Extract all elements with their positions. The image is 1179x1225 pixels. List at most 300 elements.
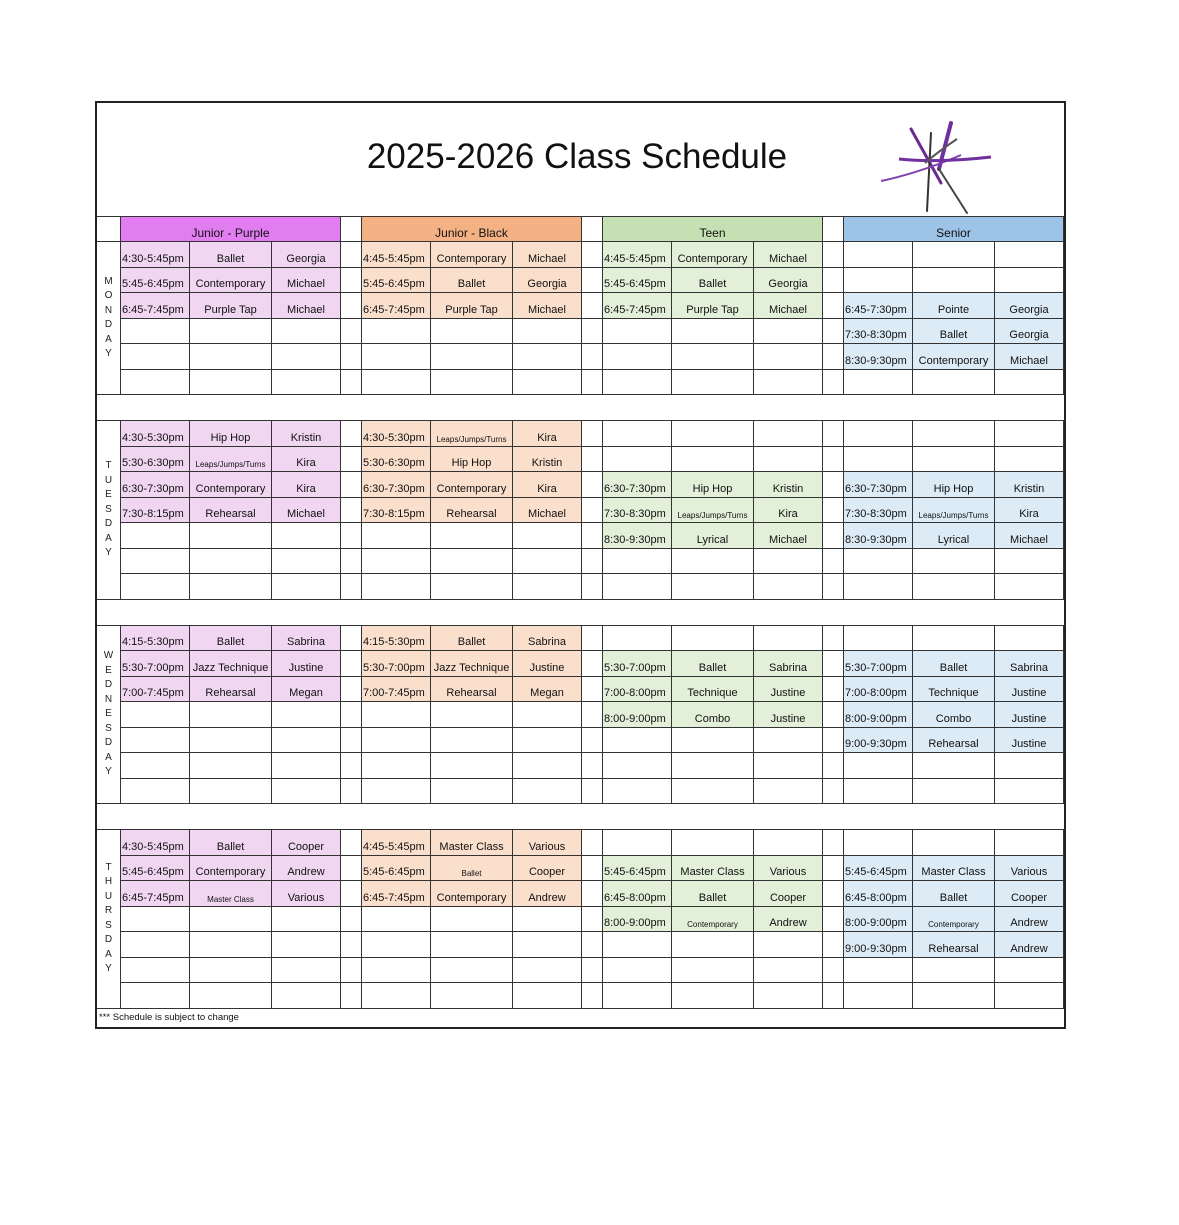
teacher-cell xyxy=(513,702,582,728)
teacher-cell: Kira xyxy=(272,472,341,498)
class-name-cell xyxy=(431,523,513,549)
day-letter: A xyxy=(105,751,112,763)
class-time-cell: 6:30-7:30pm xyxy=(844,472,913,498)
class-name-cell: Ballet xyxy=(190,830,272,856)
teacher-cell xyxy=(754,319,823,345)
group-gap-column xyxy=(341,319,362,345)
group-gap-column xyxy=(582,753,603,779)
class-name-cell: Contemporary xyxy=(190,472,272,498)
group-gap-column xyxy=(582,907,603,933)
class-time-cell: 4:15-5:30pm xyxy=(362,626,431,652)
teacher-cell: Cooper xyxy=(995,881,1064,907)
group-gap-column xyxy=(582,319,603,345)
teacher-cell: Michael xyxy=(754,523,823,549)
teacher-cell xyxy=(513,983,582,1009)
class-name-cell: Jazz Technique xyxy=(190,651,272,677)
class-name-cell: Contemporary xyxy=(913,344,995,370)
day-letter: S xyxy=(105,503,112,515)
class-time-cell: 6:45-8:00pm xyxy=(844,881,913,907)
class-time-cell xyxy=(121,779,190,805)
group-gap-column xyxy=(582,651,603,677)
class-name-cell: Contemporary xyxy=(431,242,513,268)
class-time-cell xyxy=(362,932,431,958)
class-time-cell: 6:30-7:30pm xyxy=(603,472,672,498)
class-name-cell: Technique xyxy=(913,677,995,703)
studio-logo xyxy=(879,111,999,216)
teacher-cell: Georgia xyxy=(754,268,823,294)
class-name-cell xyxy=(431,702,513,728)
teacher-cell xyxy=(995,370,1064,396)
class-time-cell xyxy=(121,370,190,396)
class-time-cell xyxy=(121,907,190,933)
teacher-cell: Justine xyxy=(272,651,341,677)
group-gap-column xyxy=(341,626,362,652)
class-time-cell xyxy=(362,728,431,754)
day-letter: N xyxy=(104,304,113,316)
class-name-cell: Leaps/Jumps/Turns xyxy=(431,421,513,447)
teacher-cell: Megan xyxy=(272,677,341,703)
group-gap-column xyxy=(341,856,362,882)
class-name-cell: Hip Hop xyxy=(190,421,272,447)
group-gap-column xyxy=(341,447,362,473)
teacher-cell xyxy=(995,447,1064,473)
class-time-cell xyxy=(844,370,913,396)
class-name-cell: Purple Tap xyxy=(672,293,754,319)
teacher-cell: Michael xyxy=(272,268,341,294)
class-time-cell xyxy=(844,268,913,294)
class-time-cell: 4:30-5:30pm xyxy=(362,421,431,447)
class-time-cell xyxy=(121,549,190,575)
day-letter: U xyxy=(104,474,113,486)
group-gap-column xyxy=(582,421,603,447)
group-gap-column xyxy=(582,779,603,805)
class-name-cell xyxy=(190,523,272,549)
class-time-cell: 6:45-8:00pm xyxy=(603,881,672,907)
teacher-cell xyxy=(995,626,1064,652)
class-name-cell: Combo xyxy=(913,702,995,728)
class-time-cell xyxy=(844,626,913,652)
class-name-cell xyxy=(913,983,995,1009)
teacher-cell xyxy=(754,549,823,575)
class-time-cell: 5:45-6:45pm xyxy=(121,268,190,294)
day-letter: Y xyxy=(105,547,112,558)
class-name-cell: Contemporary xyxy=(190,856,272,882)
teacher-cell xyxy=(272,983,341,1009)
day-label-thursday xyxy=(97,830,121,1009)
class-name-cell xyxy=(913,574,995,600)
day-letter: E xyxy=(105,708,112,719)
teacher-cell xyxy=(995,421,1064,447)
teacher-cell xyxy=(513,753,582,779)
class-name-cell: Jazz Technique xyxy=(431,651,513,677)
class-time-cell: 4:45-5:45pm xyxy=(362,242,431,268)
class-name-cell xyxy=(672,319,754,345)
class-name-cell: Rehearsal xyxy=(913,932,995,958)
group-gap-column xyxy=(341,830,362,856)
class-name-cell xyxy=(913,242,995,268)
teacher-cell: Andrew xyxy=(513,881,582,907)
class-time-cell: 6:45-7:45pm xyxy=(362,881,431,907)
day-spacer-row xyxy=(97,804,1066,830)
group-gap-column xyxy=(582,242,603,268)
class-time-cell xyxy=(603,728,672,754)
class-name-cell xyxy=(672,626,754,652)
teacher-cell xyxy=(995,574,1064,600)
day-spacer-row xyxy=(97,600,1066,626)
class-time-cell xyxy=(844,779,913,805)
class-name-cell xyxy=(190,702,272,728)
class-time-cell: 4:45-5:45pm xyxy=(603,242,672,268)
class-time-cell: 4:30-5:30pm xyxy=(121,421,190,447)
page-title: 2025-2026 Class Schedule xyxy=(366,137,788,176)
day-letter: Y xyxy=(105,766,112,777)
day-letter: D xyxy=(104,679,113,690)
group-gap-column xyxy=(341,216,362,242)
class-name-cell: Master Class xyxy=(672,856,754,882)
group-gap-column xyxy=(823,702,844,728)
group-gap-column xyxy=(582,498,603,524)
day-letter: N xyxy=(104,693,113,705)
class-name-cell xyxy=(190,932,272,958)
class-name-cell xyxy=(190,728,272,754)
class-time-cell xyxy=(844,574,913,600)
teacher-cell: Kira xyxy=(754,498,823,524)
day-letter: O xyxy=(104,290,113,301)
class-time-cell xyxy=(603,830,672,856)
class-time-cell xyxy=(603,549,672,575)
teacher-cell xyxy=(272,753,341,779)
class-time-cell: 5:30-7:00pm xyxy=(844,651,913,677)
class-time-cell xyxy=(844,549,913,575)
class-name-cell xyxy=(431,574,513,600)
class-name-cell: Hip Hop xyxy=(672,472,754,498)
teacher-cell xyxy=(272,523,341,549)
class-name-cell xyxy=(672,728,754,754)
class-name-cell xyxy=(190,344,272,370)
class-time-cell: 5:30-7:00pm xyxy=(603,651,672,677)
class-time-cell xyxy=(362,753,431,779)
group-gap-column xyxy=(823,830,844,856)
group-gap-column xyxy=(341,498,362,524)
class-name-cell xyxy=(913,421,995,447)
class-name-cell: Ballet xyxy=(672,268,754,294)
group-header-teen: Teen xyxy=(603,216,823,242)
teacher-cell: Andrew xyxy=(272,856,341,882)
class-time-cell: 4:15-5:30pm xyxy=(121,626,190,652)
day-letter: U xyxy=(104,890,113,902)
day-letter: E xyxy=(105,489,112,500)
group-gap-column xyxy=(823,472,844,498)
class-name-cell xyxy=(190,319,272,345)
class-time-cell xyxy=(362,702,431,728)
teacher-cell xyxy=(995,549,1064,575)
class-name-cell: Master Class xyxy=(913,856,995,882)
class-time-cell xyxy=(603,958,672,984)
teacher-cell xyxy=(995,958,1064,984)
teacher-cell: Justine xyxy=(995,677,1064,703)
class-name-cell xyxy=(431,728,513,754)
teacher-cell xyxy=(513,574,582,600)
group-gap-column xyxy=(582,344,603,370)
class-time-cell xyxy=(362,523,431,549)
class-time-cell xyxy=(362,574,431,600)
group-header-row xyxy=(97,216,1066,242)
teacher-cell: Kira xyxy=(995,498,1064,524)
teacher-cell xyxy=(754,779,823,805)
class-name-cell xyxy=(913,549,995,575)
class-name-cell: Rehearsal xyxy=(431,677,513,703)
class-name-cell xyxy=(431,932,513,958)
group-gap-column xyxy=(823,268,844,294)
class-time-cell: 6:45-7:45pm xyxy=(121,293,190,319)
class-name-cell xyxy=(913,370,995,396)
teacher-cell: Kristin xyxy=(272,421,341,447)
group-gap-column xyxy=(341,523,362,549)
class-time-cell: 8:30-9:30pm xyxy=(844,344,913,370)
group-gap-column xyxy=(582,626,603,652)
class-time-cell xyxy=(362,549,431,575)
teacher-cell: Kristin xyxy=(995,472,1064,498)
group-gap-column xyxy=(823,932,844,958)
class-name-cell xyxy=(190,574,272,600)
teacher-cell: Justine xyxy=(754,702,823,728)
teacher-cell: Kristin xyxy=(513,447,582,473)
teacher-cell xyxy=(272,779,341,805)
class-time-cell: 8:00-9:00pm xyxy=(844,702,913,728)
group-gap-column xyxy=(582,293,603,319)
teacher-cell xyxy=(754,370,823,396)
class-time-cell: 8:00-9:00pm xyxy=(844,907,913,933)
class-name-cell xyxy=(190,370,272,396)
day-letter: A xyxy=(105,948,112,960)
class-time-cell xyxy=(844,242,913,268)
class-name-cell xyxy=(672,958,754,984)
teacher-cell: Megan xyxy=(513,677,582,703)
group-gap-column xyxy=(341,932,362,958)
group-gap-column xyxy=(582,574,603,600)
class-time-cell: 8:30-9:30pm xyxy=(844,523,913,549)
class-name-cell xyxy=(913,753,995,779)
class-name-cell xyxy=(431,549,513,575)
class-time-cell xyxy=(603,319,672,345)
group-gap-column xyxy=(823,983,844,1009)
teacher-cell: Andrew xyxy=(995,932,1064,958)
class-time-cell: 5:45-6:45pm xyxy=(362,856,431,882)
class-name-cell: Pointe xyxy=(913,293,995,319)
class-name-cell: Lyrical xyxy=(913,523,995,549)
class-name-cell: Technique xyxy=(672,677,754,703)
class-time-cell xyxy=(362,344,431,370)
class-time-cell xyxy=(844,830,913,856)
teacher-cell: Sabrina xyxy=(754,651,823,677)
group-gap-column xyxy=(823,242,844,268)
day-letter: Y xyxy=(105,348,112,359)
group-gap-column xyxy=(582,983,603,1009)
class-time-cell: 5:45-6:45pm xyxy=(603,268,672,294)
day-letter: T xyxy=(105,460,112,471)
teacher-cell: Various xyxy=(754,856,823,882)
group-gap-column xyxy=(823,293,844,319)
group-gap-column xyxy=(341,242,362,268)
day-letter: S xyxy=(105,919,112,931)
class-time-cell: 6:45-7:45pm xyxy=(121,881,190,907)
group-gap-column xyxy=(341,907,362,933)
teacher-cell: Cooper xyxy=(513,856,582,882)
class-time-cell xyxy=(603,344,672,370)
group-gap-column xyxy=(823,626,844,652)
class-time-cell xyxy=(362,319,431,345)
group-gap-column xyxy=(341,753,362,779)
day-letter: D xyxy=(104,319,113,330)
group-gap-column xyxy=(341,549,362,575)
class-time-cell xyxy=(844,983,913,1009)
class-time-cell: 6:45-7:45pm xyxy=(603,293,672,319)
class-time-cell xyxy=(121,319,190,345)
teacher-cell xyxy=(995,983,1064,1009)
teacher-cell xyxy=(754,830,823,856)
teacher-cell: Michael xyxy=(995,523,1064,549)
class-time-cell xyxy=(121,728,190,754)
group-gap-column xyxy=(582,728,603,754)
class-time-cell xyxy=(121,523,190,549)
class-time-cell xyxy=(603,447,672,473)
teacher-cell xyxy=(513,523,582,549)
group-gap-column xyxy=(582,472,603,498)
class-name-cell xyxy=(672,932,754,958)
class-time-cell: 7:30-8:15pm xyxy=(121,498,190,524)
class-time-cell: 7:00-7:45pm xyxy=(121,677,190,703)
teacher-cell xyxy=(754,447,823,473)
group-gap-column xyxy=(341,651,362,677)
group-header-senior: Senior xyxy=(844,216,1064,242)
class-time-cell xyxy=(121,958,190,984)
day-letter: E xyxy=(105,664,112,676)
teacher-cell: Sabrina xyxy=(513,626,582,652)
teacher-cell: Michael xyxy=(272,293,341,319)
teacher-cell: Justine xyxy=(513,651,582,677)
teacher-cell: Various xyxy=(272,881,341,907)
teacher-cell: Cooper xyxy=(754,881,823,907)
class-name-cell xyxy=(672,447,754,473)
class-time-cell: 7:30-8:15pm xyxy=(362,498,431,524)
teacher-cell xyxy=(995,753,1064,779)
group-gap-column xyxy=(823,549,844,575)
day-label-wednesday xyxy=(97,626,121,805)
class-time-cell: 5:45-6:45pm xyxy=(844,856,913,882)
class-name-cell: Master Class xyxy=(190,881,272,907)
group-gap-column xyxy=(341,702,362,728)
class-time-cell xyxy=(121,983,190,1009)
schedule-sheet xyxy=(95,101,1066,1029)
teacher-cell xyxy=(754,421,823,447)
class-time-cell xyxy=(362,370,431,396)
class-name-cell xyxy=(672,753,754,779)
teacher-cell: Sabrina xyxy=(995,651,1064,677)
teacher-cell: Various xyxy=(513,830,582,856)
group-gap-column xyxy=(341,728,362,754)
class-time-cell xyxy=(603,779,672,805)
teacher-cell xyxy=(995,830,1064,856)
group-header-jb: Junior - Black xyxy=(362,216,582,242)
group-header-jp: Junior - Purple xyxy=(121,216,341,242)
group-gap-column xyxy=(823,421,844,447)
class-name-cell: Ballet xyxy=(190,242,272,268)
teacher-cell: Kira xyxy=(272,447,341,473)
group-gap-column xyxy=(823,779,844,805)
class-time-cell: 7:00-7:45pm xyxy=(362,677,431,703)
day-letter: A xyxy=(105,333,112,345)
class-time-cell xyxy=(121,574,190,600)
class-time-cell: 6:45-7:45pm xyxy=(362,293,431,319)
teacher-cell: Georgia xyxy=(995,319,1064,345)
group-gap-column xyxy=(582,881,603,907)
class-time-cell xyxy=(603,932,672,958)
group-gap-column xyxy=(582,216,603,242)
teacher-cell: Michael xyxy=(272,498,341,524)
teacher-cell: Justine xyxy=(754,677,823,703)
class-name-cell xyxy=(913,830,995,856)
class-time-cell: 5:30-7:00pm xyxy=(362,651,431,677)
group-gap-column xyxy=(823,907,844,933)
class-name-cell xyxy=(190,549,272,575)
group-gap-column xyxy=(582,447,603,473)
class-name-cell xyxy=(431,779,513,805)
day-letter: D xyxy=(104,737,113,748)
class-name-cell xyxy=(672,370,754,396)
group-gap-column xyxy=(341,268,362,294)
teacher-cell: Andrew xyxy=(995,907,1064,933)
class-name-cell: Leaps/Jumps/Turns xyxy=(190,447,272,473)
class-name-cell xyxy=(672,344,754,370)
class-time-cell: 5:30-6:30pm xyxy=(121,447,190,473)
teacher-cell xyxy=(272,319,341,345)
group-gap-column xyxy=(823,856,844,882)
class-time-cell: 7:00-8:00pm xyxy=(603,677,672,703)
teacher-cell xyxy=(513,907,582,933)
class-time-cell xyxy=(844,421,913,447)
teacher-cell: Michael xyxy=(513,293,582,319)
class-name-cell xyxy=(672,830,754,856)
teacher-cell xyxy=(272,728,341,754)
teacher-cell: Kira xyxy=(513,472,582,498)
class-time-cell: 8:00-9:00pm xyxy=(603,702,672,728)
teacher-cell xyxy=(272,370,341,396)
class-time-cell xyxy=(603,370,672,396)
teacher-cell xyxy=(754,753,823,779)
class-name-cell xyxy=(672,421,754,447)
teacher-cell xyxy=(272,702,341,728)
group-gap-column xyxy=(582,268,603,294)
class-time-cell xyxy=(603,574,672,600)
teacher-cell: Michael xyxy=(754,242,823,268)
class-time-cell xyxy=(362,958,431,984)
teacher-cell: Michael xyxy=(513,498,582,524)
class-time-cell: 6:30-7:30pm xyxy=(362,472,431,498)
group-gap-column xyxy=(823,881,844,907)
class-name-cell: Leaps/Jumps/Turns xyxy=(672,498,754,524)
group-gap-column xyxy=(341,370,362,396)
class-time-cell xyxy=(603,421,672,447)
teacher-cell xyxy=(513,549,582,575)
teacher-cell xyxy=(754,728,823,754)
class-time-cell: 5:45-6:45pm xyxy=(603,856,672,882)
class-time-cell: 5:30-7:00pm xyxy=(121,651,190,677)
class-name-cell xyxy=(431,983,513,1009)
group-gap-column xyxy=(341,472,362,498)
class-name-cell: Contemporary xyxy=(190,268,272,294)
group-gap-column xyxy=(341,881,362,907)
class-name-cell xyxy=(431,753,513,779)
